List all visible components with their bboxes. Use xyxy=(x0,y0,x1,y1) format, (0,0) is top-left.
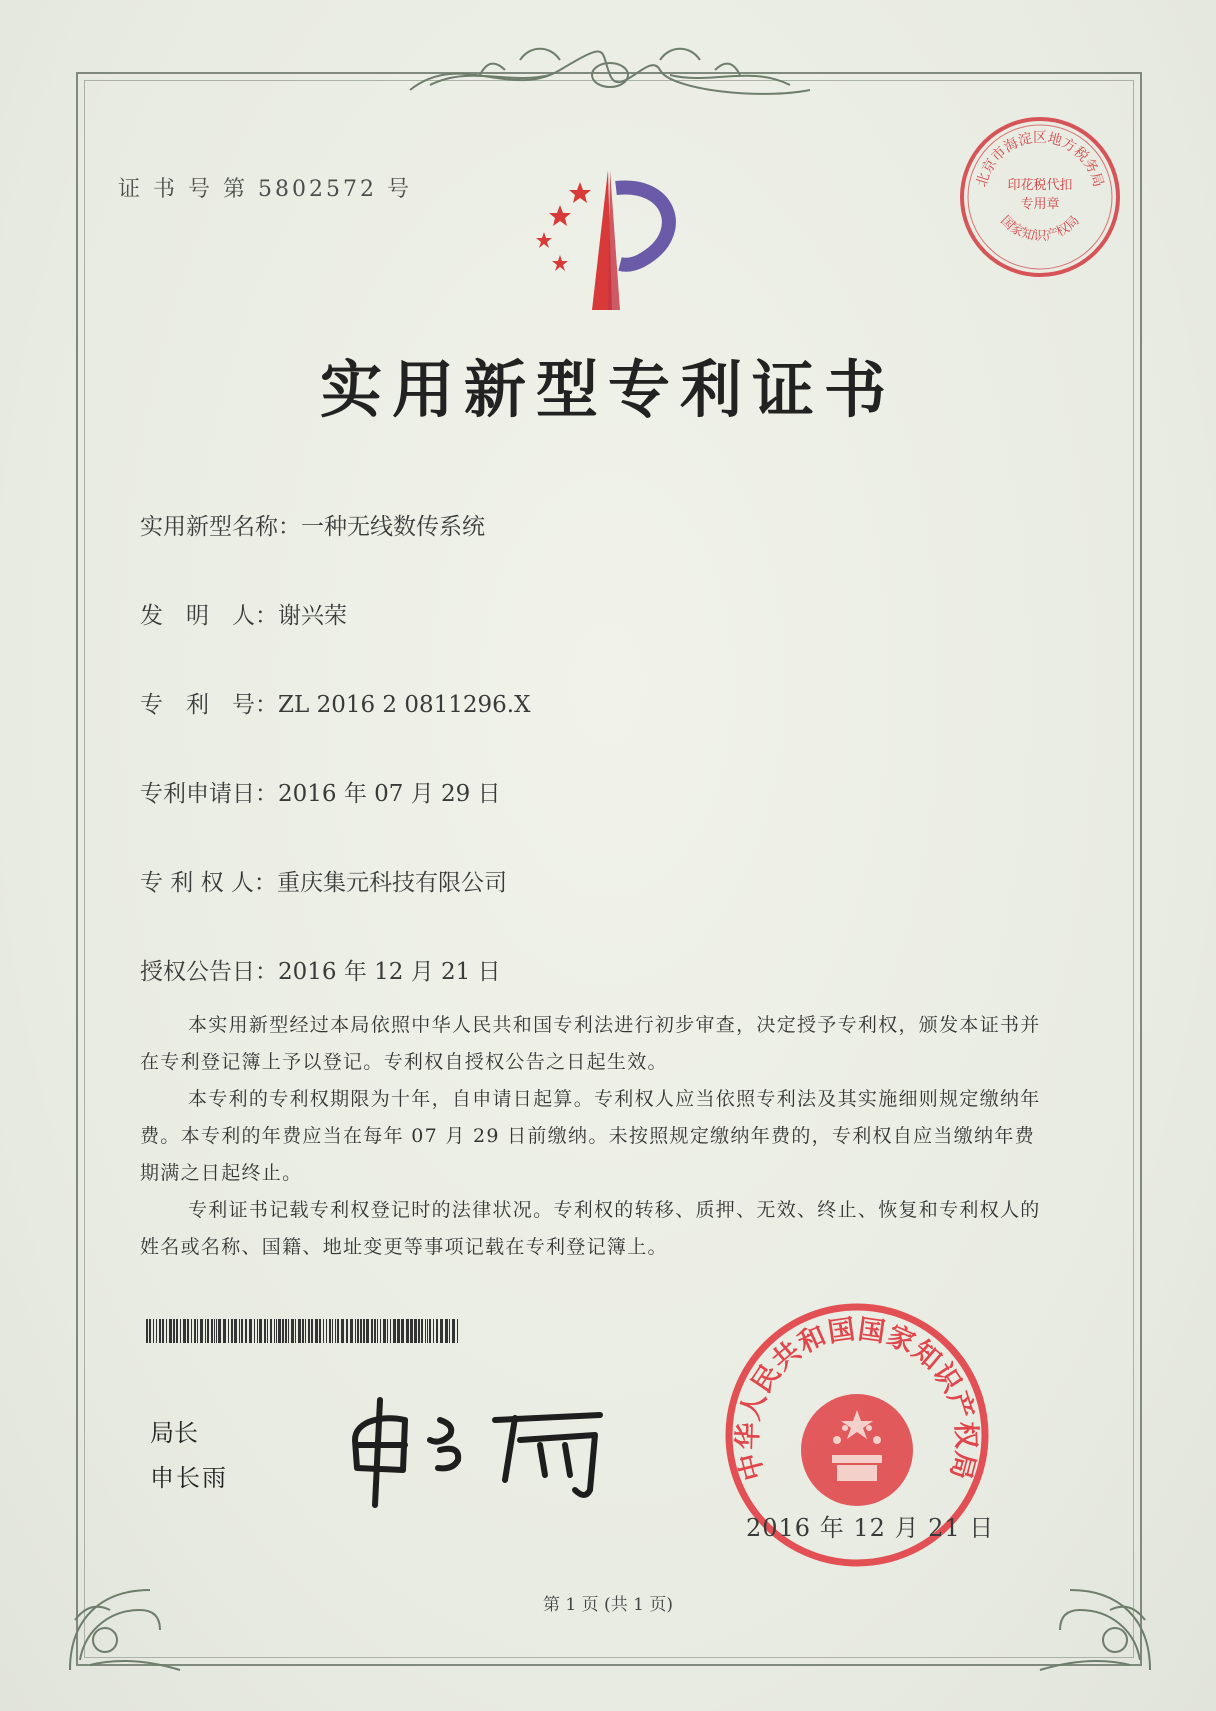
barcode-bar xyxy=(393,1319,396,1343)
barcode-bar xyxy=(149,1319,151,1343)
barcode-bar xyxy=(371,1319,373,1343)
barcode-bar xyxy=(197,1319,198,1343)
bottom-right-ornament xyxy=(1020,1560,1160,1680)
barcode-bar xyxy=(231,1319,233,1343)
barcode-bar xyxy=(295,1319,296,1343)
barcode-bar xyxy=(156,1319,157,1343)
barcode-bar xyxy=(234,1319,237,1343)
tax-stamp-center-text: 印花税代扣专用章 xyxy=(1007,178,1073,212)
barcode-bar xyxy=(377,1319,378,1343)
field-value: ZL 2016 2 0811296.X xyxy=(278,692,531,718)
barcode-bar xyxy=(332,1319,333,1343)
certificate-number: 证 书 号 第 5802572 号 xyxy=(118,177,412,202)
barcode-bar xyxy=(191,1319,192,1343)
director-title: 局长 xyxy=(150,1419,198,1447)
page-number: 第 1 页 (共 1 页) xyxy=(543,1595,673,1615)
barcode-bar xyxy=(205,1319,206,1343)
barcode-bar xyxy=(291,1319,294,1343)
body-paragraph: 本实用新型经过本局依照中华人民共和国专利法进行初步审查，决定授予专利权，颁发本证书并在专利登记簿上予以登记。专利权自授权公告之日起生效。 xyxy=(140,1014,1041,1073)
barcode-bar xyxy=(387,1319,388,1343)
barcode-bar xyxy=(421,1319,423,1343)
barcode-bar xyxy=(162,1319,164,1343)
field-application-date xyxy=(140,775,501,808)
barcode-bar xyxy=(223,1319,226,1343)
field-value: 谢兴荣 xyxy=(278,603,347,629)
field-value: 重庆集元科技有限公司 xyxy=(276,870,507,896)
barcode-bar xyxy=(429,1319,431,1343)
barcode-bar xyxy=(288,1319,289,1343)
barcode-bar xyxy=(383,1319,386,1343)
barcode-bar xyxy=(239,1319,240,1343)
barcode-bar xyxy=(397,1319,400,1343)
field-value: 一种无线数传系统 xyxy=(301,514,485,540)
barcode-bar xyxy=(452,1319,455,1343)
field-value: 2016 年 12 月 21 日 xyxy=(278,959,501,985)
tax-stamp xyxy=(955,112,1125,282)
barcode-bar xyxy=(366,1319,369,1343)
tax-stamp-bottom-text: 国家知识产权局 xyxy=(997,213,1083,245)
stamp-date: 2016 年 12 月 21 日 xyxy=(746,1514,995,1542)
barcode-bar xyxy=(305,1319,306,1343)
barcode-bar xyxy=(257,1319,258,1343)
barcode-bar xyxy=(245,1319,247,1343)
barcode-bar xyxy=(308,1319,310,1343)
barcode-bar xyxy=(159,1319,161,1343)
field-patent-number xyxy=(140,686,530,719)
barcode-bar xyxy=(241,1319,243,1343)
barcode-bar xyxy=(211,1319,213,1343)
barcode-bar xyxy=(323,1319,324,1343)
official-seal-text: 中华人民共和国国家知识产权局 xyxy=(732,1314,982,1484)
barcode-bar xyxy=(427,1319,428,1343)
barcode-bar xyxy=(218,1319,221,1343)
barcode-bar xyxy=(355,1319,356,1343)
field-label: 专 利 号： xyxy=(140,692,278,718)
field-label: 发 明 人： xyxy=(140,603,278,629)
barcode-bar xyxy=(350,1319,353,1343)
director-name: 申长雨 xyxy=(150,1464,228,1492)
barcode-bar xyxy=(183,1319,186,1343)
field-grant-date xyxy=(140,953,501,986)
barcode-bar xyxy=(285,1319,287,1343)
barcode-bar xyxy=(282,1319,284,1343)
top-ornament xyxy=(400,40,820,110)
barcode-bar xyxy=(433,1319,434,1343)
barcode-bar xyxy=(166,1319,167,1343)
barcode-bar xyxy=(207,1319,209,1343)
barcode-bar xyxy=(380,1319,381,1343)
barcode-bar xyxy=(173,1319,175,1343)
barcode-bar xyxy=(249,1319,252,1343)
barcode-bar xyxy=(298,1319,301,1343)
barcode-bar xyxy=(153,1319,154,1343)
certificate-title: 实用新型专利证书 xyxy=(319,353,896,426)
field-label: 专利申请日： xyxy=(140,781,278,807)
barcode-bar xyxy=(267,1319,268,1343)
barcode-bar xyxy=(216,1319,217,1343)
barcode-bar xyxy=(176,1319,178,1343)
barcode-bar xyxy=(374,1319,376,1343)
barcode-bar xyxy=(341,1319,344,1343)
barcode-bar xyxy=(315,1319,318,1343)
barcode-bar xyxy=(274,1319,275,1343)
body-paragraph: 专利证书记载专利权登记时的法律状况。专利权的转移、质押、无效、终止、恢复和专利权人的姓名或名称、国籍、地址变更等事项记载在专利登记簿上。 xyxy=(140,1199,1041,1258)
barcode-bar xyxy=(436,1319,438,1343)
barcode-bar xyxy=(146,1319,148,1343)
field-label: 授权公告日： xyxy=(140,959,278,985)
barcode-bar xyxy=(457,1319,458,1343)
barcode-bar xyxy=(169,1319,172,1343)
barcode-bar xyxy=(360,1319,362,1343)
tax-stamp-outer-text: 北京市海淀区地方税务局 xyxy=(973,130,1107,189)
field-model-name xyxy=(140,508,485,541)
barcode-bar xyxy=(449,1319,450,1343)
barcode-bar xyxy=(418,1319,420,1343)
barcode-bar xyxy=(337,1319,339,1343)
field-inventor xyxy=(140,597,347,630)
barcode-bar xyxy=(346,1319,348,1343)
bottom-left-ornament xyxy=(60,1560,200,1680)
barcode-bar xyxy=(276,1319,277,1343)
barcode-bar xyxy=(406,1319,409,1343)
barcode-bar xyxy=(440,1319,443,1343)
director-signature xyxy=(345,1390,615,1510)
barcode-bar xyxy=(326,1319,327,1343)
barcode-bar xyxy=(363,1319,365,1343)
field-label: 实用新型名称： xyxy=(140,514,301,540)
barcode-bar xyxy=(228,1319,229,1343)
barcode-bar xyxy=(200,1319,203,1343)
barcode-bar xyxy=(302,1319,304,1343)
field-value: 2016 年 07 月 29 日 xyxy=(278,781,501,807)
barcode-bar xyxy=(319,1319,321,1343)
barcode-bar xyxy=(187,1319,189,1343)
barcode-bar xyxy=(270,1319,272,1343)
barcode-bar xyxy=(264,1319,266,1343)
barcode-bar xyxy=(401,1319,404,1343)
barcode-bar xyxy=(445,1319,448,1343)
field-patentee xyxy=(140,864,507,897)
barcode-bar xyxy=(357,1319,359,1343)
barcode-bar xyxy=(311,1319,313,1343)
barcode-bar xyxy=(214,1319,215,1343)
barcode-bar xyxy=(329,1319,331,1343)
barcode-bar xyxy=(180,1319,181,1343)
barcode-bar xyxy=(194,1319,196,1343)
barcode-bar xyxy=(259,1319,262,1343)
field-label: 专 利 权 人： xyxy=(140,870,277,896)
barcode-bar xyxy=(335,1319,336,1343)
barcode-bar xyxy=(254,1319,255,1343)
barcode-bar xyxy=(410,1319,413,1343)
barcode-bar xyxy=(425,1319,426,1343)
barcode-bar xyxy=(278,1319,281,1343)
patent-office-logo xyxy=(520,160,700,310)
barcode-bar xyxy=(414,1319,417,1343)
barcode xyxy=(146,1319,458,1343)
barcode-bar xyxy=(390,1319,391,1343)
body-paragraph: 本专利的专利权期限为十年，自申请日起算。专利权人应当依照专利法及其实施细则规定缴纳年费。本专利的年费应当在每年 07 月 29 日前缴纳。未按照规定缴纳年费的，专利权自应当缴纳年费期满之日起终止。 xyxy=(140,1088,1041,1184)
